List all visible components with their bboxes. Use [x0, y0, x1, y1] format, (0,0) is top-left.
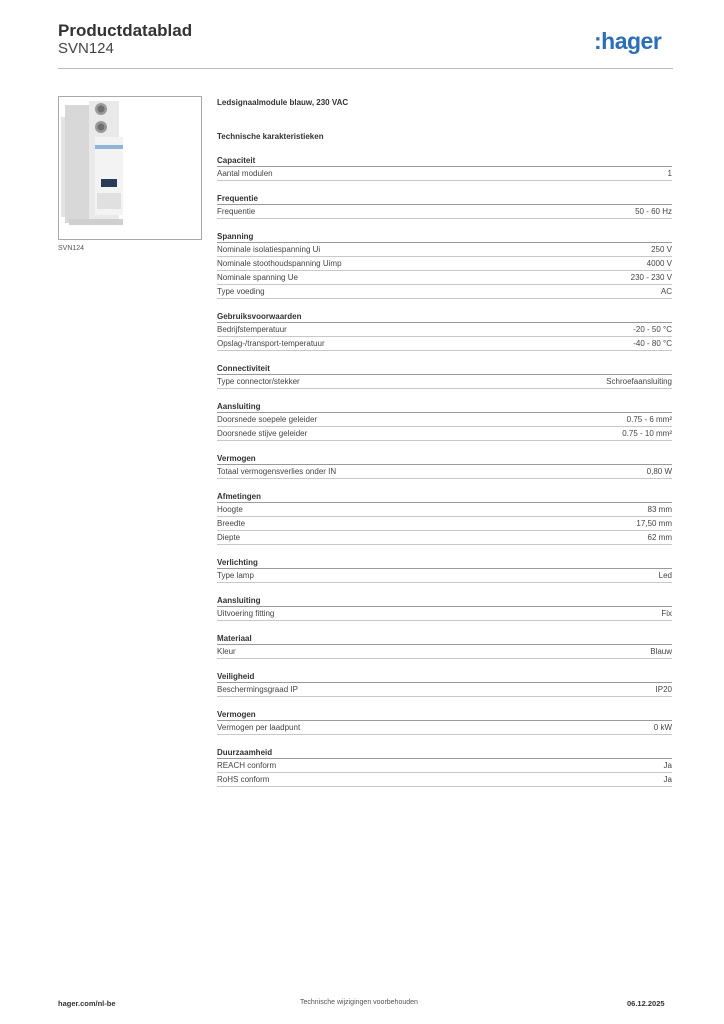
spec-row — [217, 427, 672, 441]
spec-label: Beschermingsgraad IP — [217, 685, 298, 694]
spec-row — [217, 645, 672, 659]
spec-group — [217, 671, 672, 697]
spec-group — [217, 747, 672, 787]
spec-value: 4000 V — [646, 259, 672, 268]
logo-text: :hager — [594, 28, 662, 54]
product-code: SVN124 — [58, 40, 114, 57]
spec-label: Type voeding — [217, 287, 265, 296]
spec-label: Nominale isolatiespanning Ui — [217, 245, 321, 254]
spec-value: Ja — [663, 761, 672, 770]
module-illustration — [59, 97, 201, 239]
spec-value: 83 mm — [647, 505, 672, 514]
spec-value: 50 - 60 Hz — [635, 207, 672, 216]
spec-label: RoHS conform — [217, 775, 270, 784]
spec-group — [217, 709, 672, 735]
spec-group — [217, 401, 672, 441]
spec-value: 0.75 - 6 mm² — [626, 415, 672, 424]
spec-label: Type lamp — [217, 571, 254, 580]
spec-value: Fix — [661, 609, 672, 618]
spec-value: 0.75 - 10 mm² — [622, 429, 672, 438]
spec-row — [217, 683, 672, 697]
spec-group — [217, 491, 672, 545]
spec-value: -40 - 80 °C — [633, 339, 672, 348]
spec-label: Uitvoering fitting — [217, 609, 275, 618]
spec-group-title: Spanning — [217, 231, 672, 243]
spec-group — [217, 595, 672, 621]
spec-row — [217, 243, 672, 257]
spec-groups — [217, 155, 672, 787]
spec-label: Nominale spanning Ue — [217, 273, 298, 282]
spec-value: Blauw — [650, 647, 672, 656]
spec-label: Bedrijfstemperatuur — [217, 325, 287, 334]
spec-group — [217, 453, 672, 479]
spec-row — [217, 531, 672, 545]
spec-row — [217, 323, 672, 337]
spec-label: Frequentie — [217, 207, 256, 216]
document-title: Productdatablad — [58, 21, 193, 40]
spec-label: Type connector/stekker — [217, 377, 300, 386]
spec-row — [217, 759, 672, 773]
spec-group-title: Aansluiting — [217, 401, 672, 413]
spec-value: 62 mm — [647, 533, 672, 542]
spec-group-title: Materiaal — [217, 633, 672, 645]
spec-group-title: Duurzaamheid — [217, 747, 672, 759]
spec-group — [217, 557, 672, 583]
spec-value: 230 - 230 V — [630, 273, 672, 282]
spec-value: 0,80 W — [646, 467, 672, 476]
spec-label: REACH conform — [217, 761, 277, 770]
spec-group-title: Verlichting — [217, 557, 672, 569]
spec-row — [217, 773, 672, 787]
spec-value: AC — [660, 287, 672, 296]
spec-group-title: Frequentie — [217, 193, 672, 205]
spec-label: Nominale stoothoudspanning Uimp — [217, 259, 342, 268]
hager-logo[interactable] — [594, 28, 661, 54]
spec-label: Doorsnede soepele geleider — [217, 415, 318, 424]
spec-row — [217, 375, 672, 389]
spec-group — [217, 633, 672, 659]
spec-row — [217, 205, 672, 219]
spec-label: Breedte — [217, 519, 246, 528]
spec-value: IP20 — [655, 685, 672, 694]
spec-row — [217, 167, 672, 181]
spec-label: Vermogen per laadpunt — [217, 723, 301, 732]
spec-value: 250 V — [651, 245, 672, 254]
spec-value: -20 - 50 °C — [633, 325, 672, 334]
spec-label: Hoogte — [217, 505, 243, 514]
spec-row — [217, 607, 672, 621]
spec-group-title: Vermogen — [217, 709, 672, 721]
product-name: Ledsignaalmodule blauw, 230 VAC — [217, 98, 349, 107]
spec-group — [217, 231, 672, 299]
spec-label: Aantal modulen — [217, 169, 273, 178]
tech-characteristics-title: Technische karakteristieken — [217, 132, 324, 141]
spec-group — [217, 193, 672, 219]
footer-website[interactable]: hager.com/nl-be — [58, 999, 116, 1008]
footer-date: 06.12.2025 — [627, 999, 665, 1008]
spec-row — [217, 337, 672, 351]
spec-row — [217, 413, 672, 427]
spec-group-title: Capaciteit — [217, 155, 672, 167]
spec-value: 17,50 mm — [636, 519, 672, 528]
spec-row — [217, 465, 672, 479]
spec-row — [217, 517, 672, 531]
spec-group-title: Vermogen — [217, 453, 672, 465]
spec-row — [217, 721, 672, 735]
spec-group — [217, 363, 672, 389]
spec-value: 1 — [667, 169, 672, 178]
spec-value: Led — [658, 571, 672, 580]
spec-group-title: Veiligheid — [217, 671, 672, 683]
spec-value: Schroefaansluiting — [606, 377, 672, 386]
spec-value: Ja — [663, 775, 672, 784]
spec-group-title: Aansluiting — [217, 595, 672, 607]
spec-group-title: Afmetingen — [217, 491, 672, 503]
spec-label: Doorsnede stijve geleider — [217, 429, 308, 438]
header-divider — [58, 68, 673, 69]
footer-note: Technische wijzigingen voorbehouden — [300, 999, 418, 1006]
spec-row — [217, 257, 672, 271]
spec-group-title: Connectiviteit — [217, 363, 672, 375]
image-caption: SVN124 — [58, 245, 85, 252]
spec-row — [217, 271, 672, 285]
spec-group — [217, 155, 672, 181]
spec-label: Kleur — [217, 647, 236, 656]
document-header — [58, 21, 192, 58]
spec-content — [217, 97, 672, 787]
spec-group-title: Gebruiksvoorwaarden — [217, 311, 672, 323]
spec-group — [217, 311, 672, 351]
spec-row — [217, 285, 672, 299]
spec-label: Opslag-/transport-temperatuur — [217, 339, 325, 348]
spec-row — [217, 503, 672, 517]
spec-value: 0 kW — [653, 723, 672, 732]
spec-label: Totaal vermogensverlies onder IN — [217, 467, 337, 476]
spec-row — [217, 569, 672, 583]
spec-label: Diepte — [217, 533, 241, 542]
product-image — [58, 96, 202, 240]
